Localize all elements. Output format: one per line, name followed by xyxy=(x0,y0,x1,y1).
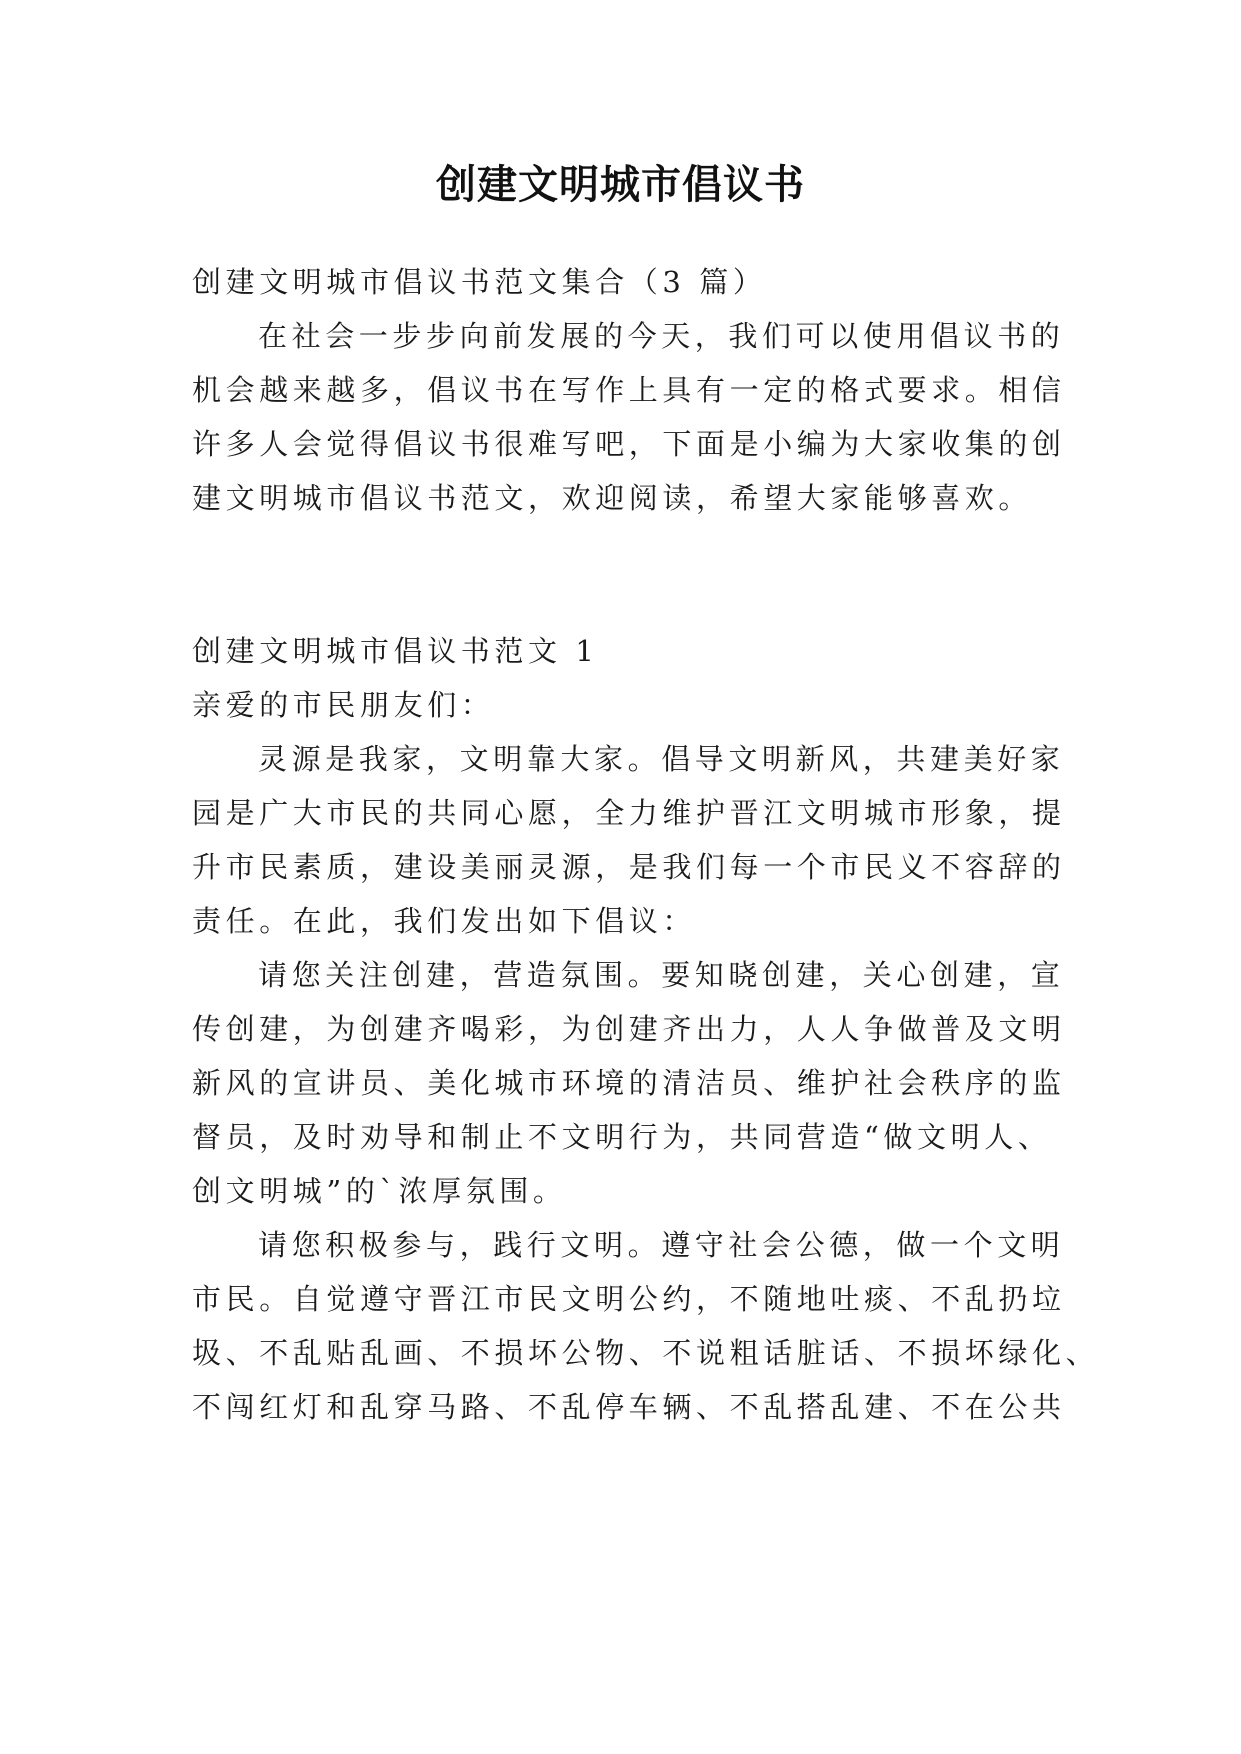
intro-paragraph-line: 在社会一步步向前发展的今天，我们可以使用倡议书的 xyxy=(258,319,1065,353)
body-paragraph-line: 请您积极参与，践行文明。遵守社会公德，做一个文明 xyxy=(258,1228,1065,1262)
intro-paragraph-line: 许多人会觉得倡议书很难写吧，下面是小编为大家收集的创 xyxy=(192,427,1066,461)
section-heading: 创建文明城市倡议书范文 1 xyxy=(192,634,599,668)
body-paragraph-line: 市民。自觉遵守晋江市民文明公约，不随地吐痰、不乱扔垃 xyxy=(192,1282,1066,1316)
document-title: 创建文明城市倡议书 xyxy=(436,162,805,208)
body-paragraph-line: 园是广大市民的共同心愿，全力维护晋江文明城市形象，提 xyxy=(192,796,1066,830)
body-paragraph-line: 责任。在此，我们发出如下倡议： xyxy=(192,904,697,938)
intro-paragraph-line: 机会越来越多，倡议书在写作上具有一定的格式要求。相信 xyxy=(192,373,1066,407)
body-paragraph-line: 不闯红灯和乱穿马路、不乱停车辆、不乱搭乱建、不在公共 xyxy=(192,1390,1066,1424)
subtitle-line: 创建文明城市倡议书范文集合（3 篇） xyxy=(192,265,767,299)
body-paragraph-line: 新风的宣讲员、美化城市环境的清洁员、维护社会秩序的监 xyxy=(192,1066,1066,1100)
body-paragraph-line: 请您关注创建，营造氛围。要知晓创建，关心创建，宣 xyxy=(258,958,1065,992)
salutation: 亲爱的市民朋友们： xyxy=(192,688,495,722)
body-paragraph-line: 圾、不乱贴乱画、不损坏公物、不说粗话脏话、不损坏绿化、 xyxy=(192,1336,1100,1370)
body-paragraph-line: 灵源是我家，文明靠大家。倡导文明新风，共建美好家 xyxy=(258,742,1065,776)
intro-paragraph-line: 建文明城市倡议书范文，欢迎阅读，希望大家能够喜欢。 xyxy=(192,481,1033,515)
body-paragraph-line: 创文明城”的`浓厚氛围。 xyxy=(192,1174,567,1208)
body-paragraph-line: 升市民素质，建设美丽灵源，是我们每一个市民义不容辞的 xyxy=(192,850,1066,884)
body-paragraph-line: 督员，及时劝导和制止不文明行为，共同营造“做文明人、 xyxy=(192,1120,1052,1154)
body-paragraph-line: 传创建，为创建齐喝彩，为创建齐出力，人人争做普及文明 xyxy=(192,1012,1066,1046)
